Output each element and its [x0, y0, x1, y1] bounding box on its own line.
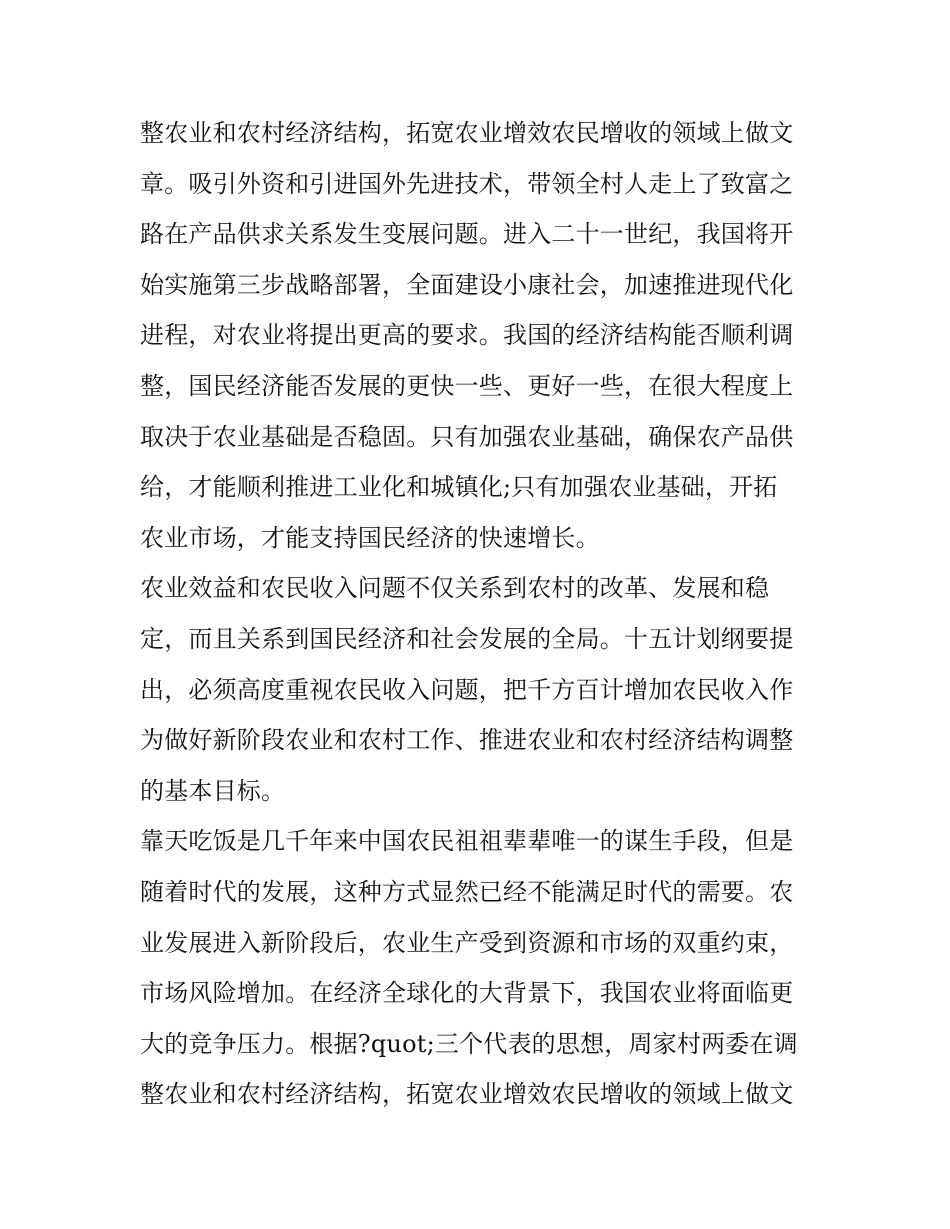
text-line: 随着时代的发展，这种方式显然已经不能满足时代的需要。农	[140, 877, 794, 906]
text-line: 整，国民经济能否发展的更快一些、更好一些，在很大程度上	[140, 371, 794, 400]
text-line: 的基本目标。	[140, 776, 286, 805]
text-line: 取决于农业基础是否稳固。只有加强农业基础，确保农产品供	[140, 422, 794, 451]
text-line: 大的竞争压力。根据?quot;三个代表的思想，周家村两委在调	[140, 1029, 798, 1058]
text-line: 给，才能顺利推进工业化和城镇化;只有加强农业基础，开拓	[140, 473, 778, 502]
text-line: 定，而且关系到国民经济和社会发展的全局。十五计划纲要提	[140, 624, 794, 653]
text-line: 靠天吃饭是几千年来中国农民祖祖辈辈唯一的谋生手段，但是	[140, 827, 794, 856]
text-line: 市场风险增加。在经济全球化的大背景下，我国农业将面临更	[140, 979, 794, 1008]
text-line: 整农业和农村经济结构，拓宽农业增效农民增收的领域上做文	[140, 1080, 794, 1109]
text-line: 始实施第三步战略部署，全面建设小康社会，加速推进现代化	[140, 270, 794, 299]
text-line: 路在产品供求关系发生变展问题。进入二十一世纪，我国将开	[140, 220, 794, 249]
text-line: 农业效益和农民收入问题不仅关系到农村的改革、发展和稳	[140, 574, 770, 603]
text-line: 出，必须高度重视农民收入问题，把千方百计增加农民收入作	[140, 675, 794, 704]
text-line: 农业市场，才能支持国民经济的快速增长。	[140, 523, 600, 552]
text-line: 章。吸引外资和引进国外先进技术，带领全村人走上了致富之	[140, 169, 794, 198]
body-text	[140, 108, 820, 1120]
text-line: 为做好新阶段农业和农村工作、推进农业和农村经济结构调整	[140, 726, 794, 755]
text-line: 整农业和农村经济结构，拓宽农业增效农民增收的领域上做文	[140, 119, 794, 147]
text-line: 业发展进入新阶段后，农业生产受到资源和市场的双重约束，	[140, 928, 794, 957]
text-line: 进程，对农业将提出更高的要求。我国的经济结构能否顺利调	[140, 321, 794, 350]
